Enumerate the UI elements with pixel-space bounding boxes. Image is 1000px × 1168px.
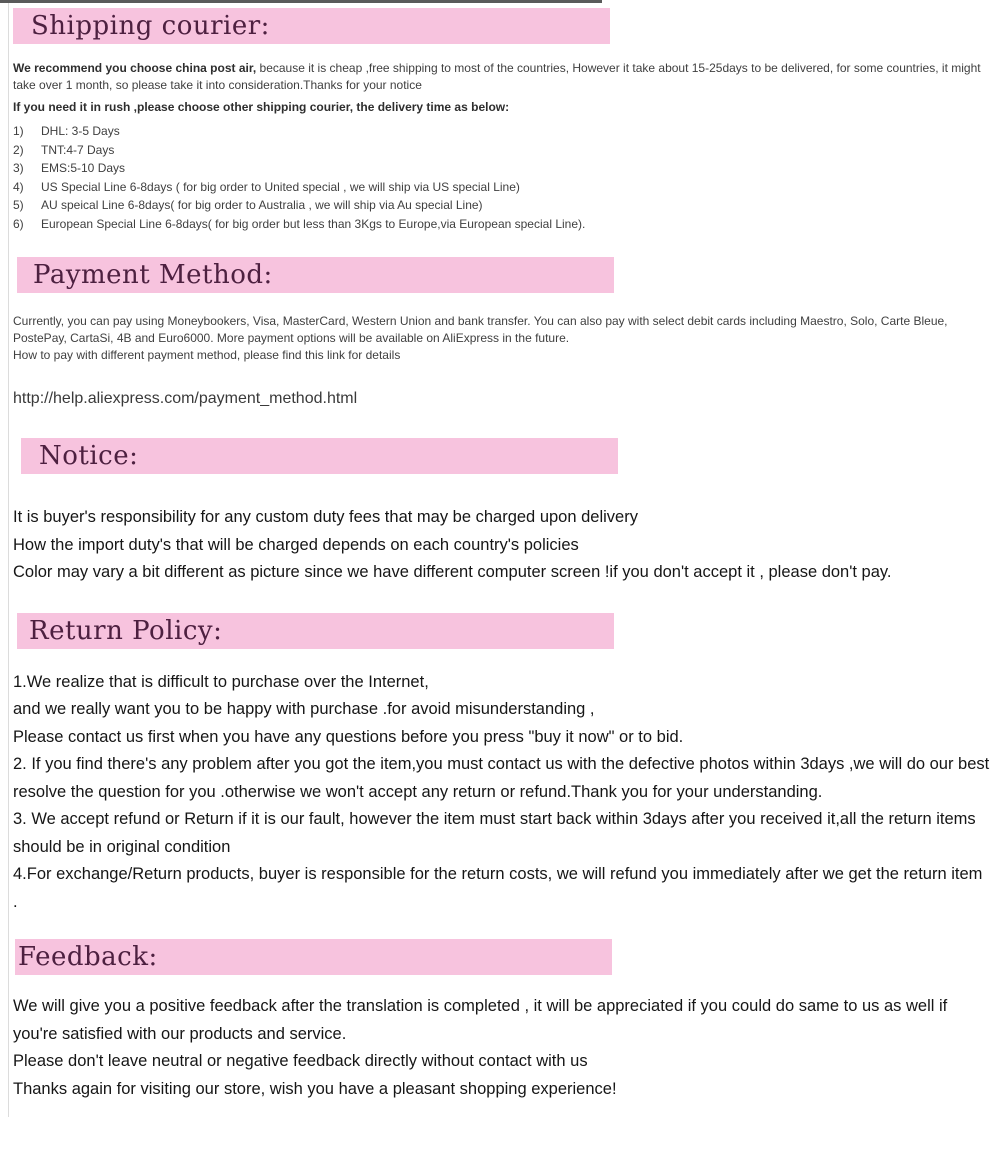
payment-section: [13, 257, 990, 408]
shipping-heading: Shipping courier:: [31, 11, 270, 41]
return-policy-heading-bar: [17, 613, 614, 649]
return-policy-line: 4.For exchange/Return products, buyer is responsible for the return costs, we will refund you immediately after we get the return item .: [13, 865, 983, 911]
payment-body-block: [13, 313, 990, 364]
courier-item: [13, 196, 990, 215]
courier-item-number: 1): [13, 124, 24, 138]
payment-heading: Payment Method:: [33, 260, 273, 290]
notice-heading-bar: [21, 438, 618, 474]
return-policy-heading: Return Policy:: [29, 615, 223, 646]
courier-item-number: 3): [13, 161, 24, 175]
notice-line: Color may vary a bit different as picture since we have different computer screen !if you don't accept it , please don't pay.: [13, 563, 892, 581]
feedback-body: [13, 993, 990, 1103]
payment-method-link[interactable]: http://help.aliexpress.com/payment_method.html: [13, 390, 358, 407]
courier-item-text: EMS:5-10 Days: [41, 161, 126, 175]
courier-item: [13, 178, 990, 197]
shipping-intro: [13, 60, 990, 94]
courier-item: [13, 141, 990, 160]
return-policy-line: and we really want you to be happy with purchase .for avoid misunderstanding ,: [13, 700, 595, 718]
courier-list: [13, 122, 990, 233]
return-policy-section: [13, 613, 990, 917]
courier-item: [13, 215, 990, 234]
shipping-intro-rest: because it is cheap ,free shipping to most of the countries, However it take about 15-25days to be delivered, for some countries, it might take over 1 month, so please take it into consideration.Thanks for your notice: [13, 61, 981, 92]
notice-section: [13, 438, 990, 587]
courier-item-number: 2): [13, 142, 24, 157]
courier-item-text: European Special Line 6-8days( for big order but less than 3Kgs to Europe,via European special Line).: [41, 216, 586, 231]
courier-item-number: 4): [13, 179, 24, 194]
feedback-section: [13, 939, 990, 1103]
courier-item: [13, 122, 990, 141]
shipping-heading-bar: [13, 8, 610, 44]
feedback-line: Thanks again for visiting our store, wish you have a pleasant shopping experience!: [13, 1079, 617, 1098]
feedback-line: We will give you a positive feedback after the translation is completed , it will be appreciated if you could do same to us as well if you're satisfied with our products and service.: [13, 997, 948, 1043]
return-policy-line: Please contact us first when you have any questions before you press "buy it now" or to bid.: [13, 727, 684, 746]
payment-link-note: How to pay with different payment method, please find this link for details: [13, 348, 401, 362]
notice-heading: Notice:: [39, 441, 139, 471]
courier-item-text: TNT:4-7 Days: [41, 142, 115, 157]
courier-item-text: AU speical Line 6-8days( for big order to Australia , we will ship via Au special Line): [41, 198, 483, 212]
courier-item: [13, 159, 990, 178]
notice-body: [13, 504, 990, 587]
feedback-heading: Feedback:: [18, 942, 158, 972]
return-policy-line: 1.We realize that is difficult to purchase over the Internet,: [13, 672, 429, 691]
notice-line: How the import duty's that will be charged depends on each country's policies: [13, 535, 579, 554]
feedback-line: Please don't leave neutral or negative feedback directly without contact with us: [13, 1052, 588, 1070]
shipping-rush-note: If you need it in rush ,please choose other shipping courier, the delivery time as below:: [13, 100, 510, 114]
shipping-intro-bold: We recommend you choose china post air,: [13, 61, 257, 75]
return-policy-body: [13, 669, 990, 917]
courier-item-number: 5): [13, 198, 24, 212]
return-policy-line: 2. If you find there's any problem after you got the item,you must contact us with the defective photos within 3days ,we will do our best resolve the question for you .otherwise we won't accept any return or refund.Thank you for your understanding.: [13, 755, 990, 801]
payment-body-text: Currently, you can pay using Moneybookers, Visa, MasterCard, Western Union and bank transfer. You can also pay with select debit cards including Maestro, Solo, Carte Bleue, PostePay, CartaSi, 4B and Euro6000. More payment options will be available on AliExpress in the future.: [13, 314, 948, 345]
return-policy-line: 3. We accept refund or Return if it is our fault, however the item must start back within 3days after you received it,all the return items should be in original condition: [13, 810, 976, 856]
payment-heading-bar: [17, 257, 614, 293]
notice-line: It is buyer's responsibility for any custom duty fees that may be charged upon delivery: [13, 508, 638, 526]
feedback-heading-bar: [15, 939, 612, 975]
courier-item-number: 6): [13, 216, 24, 231]
courier-item-text: US Special Line 6-8days ( for big order to United special , we will ship via US special Line): [41, 179, 520, 194]
courier-item-text: DHL: 3-5 Days: [41, 124, 120, 138]
shipping-section: [13, 8, 990, 233]
